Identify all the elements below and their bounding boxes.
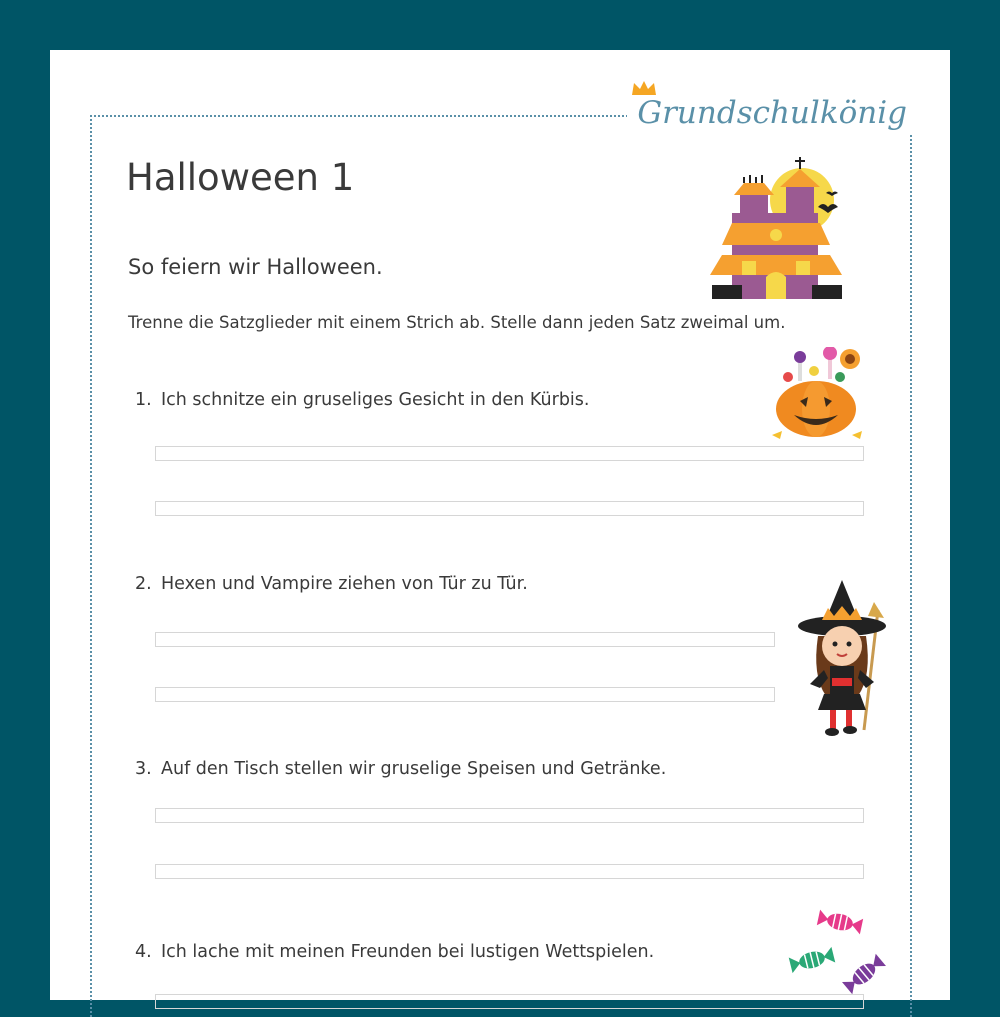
answer-line[interactable] (155, 501, 864, 516)
answer-line[interactable] (155, 994, 864, 1009)
exercise-sentence: Ich schnitze ein gruseliges Gesicht in den Kürbis. (161, 390, 590, 410)
brand-name: Grundschulkönig (637, 95, 907, 131)
exercise-number: 3. (135, 759, 152, 779)
worksheet-page (50, 50, 950, 1000)
pumpkin-candy-icon (768, 347, 868, 439)
subtitle: So feiern wir Halloween. (128, 255, 383, 279)
brand-logo (627, 92, 915, 134)
exercise-3 (135, 759, 666, 779)
exercise-sentence: Ich lache mit meinen Freunden bei lustigen Wettspielen. (161, 942, 655, 962)
candy-icon (786, 908, 890, 1000)
answer-line[interactable] (155, 864, 864, 879)
instruction-text: Trenne die Satzglieder mit einem Strich ab. Stelle dann jeden Satz zweimal um. (128, 313, 786, 332)
exercise-sentence: Hexen und Vampire ziehen von Tür zu Tür. (161, 574, 528, 594)
exercise-2 (135, 574, 528, 594)
page-title: Halloween 1 (126, 156, 355, 199)
exercise-4 (135, 942, 654, 962)
exercise-sentence: Auf den Tisch stellen wir gruselige Speisen und Getränke. (161, 759, 667, 779)
answer-line[interactable] (155, 446, 864, 461)
exercise-number: 2. (135, 574, 152, 594)
exercise-number: 1. (135, 390, 152, 410)
witch-girl-icon (794, 580, 890, 745)
crown-icon (631, 80, 657, 96)
answer-line[interactable] (155, 687, 775, 702)
answer-line[interactable] (155, 808, 864, 823)
answer-line[interactable] (155, 632, 775, 647)
exercise-1 (135, 390, 589, 410)
haunted-house-icon (702, 155, 850, 303)
exercise-number: 4. (135, 942, 152, 962)
